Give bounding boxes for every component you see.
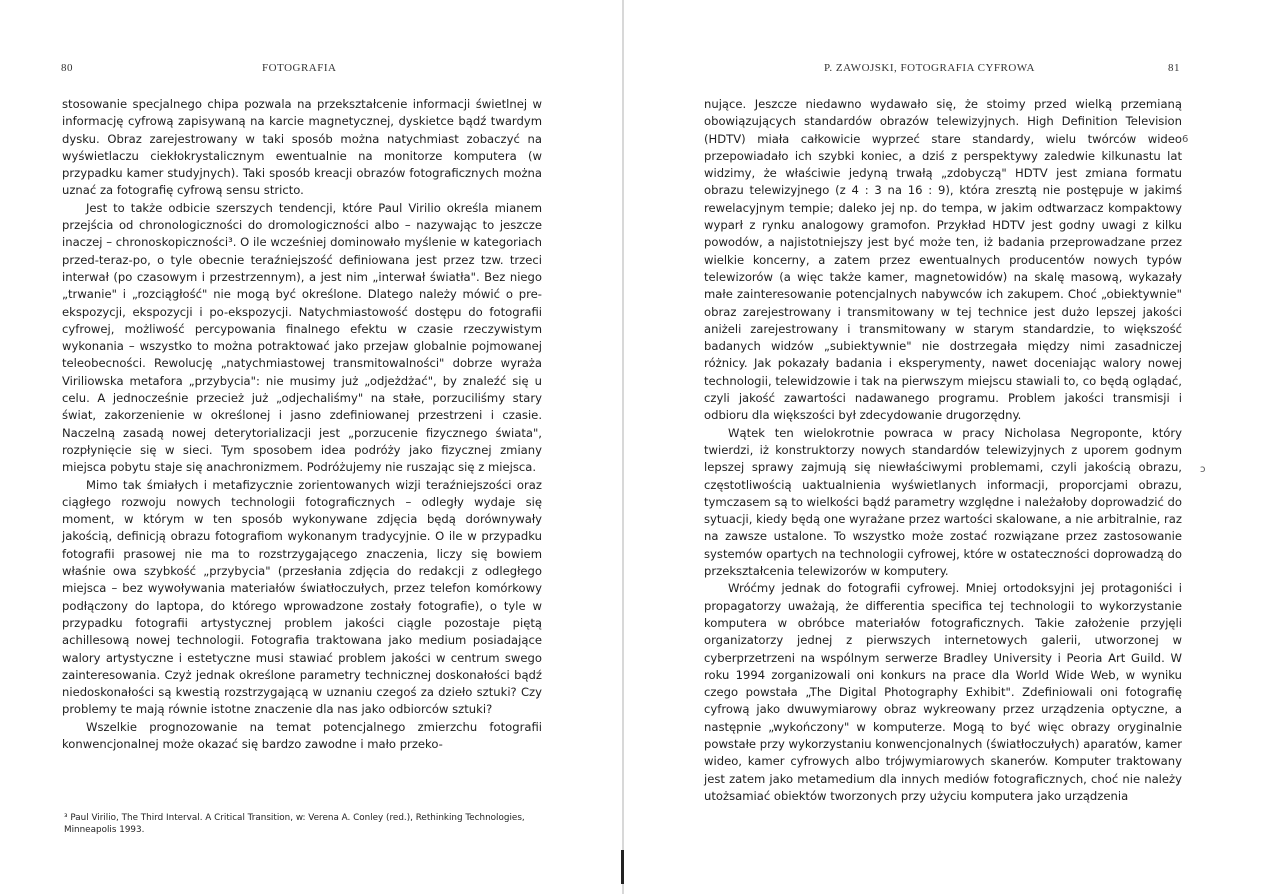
margin-mark: 6 bbox=[1182, 134, 1189, 145]
running-head-left: FOTOGRAFIA bbox=[262, 62, 337, 74]
page-number-left: 80 bbox=[61, 62, 73, 74]
paragraph: Wszelkie prognozowanie na temat potencjalnego zmierzchu fotografii konwencjonalnej może okazać się bardzo zawodne i mało przeko- bbox=[62, 719, 542, 751]
paragraph: Wróćmy jednak do fotografii cyfrowej. Mniej ortodoksyjni jej protagoniści i propagatorzy uważają, że differentia specifica tej technologii to wykorzystanie komputera w obróbce materiałów fotograficznych. Takie założenie przyjęli organizatorzy jednej z pierwszych internetowych galerii, utworzonej w cyberprzetrzeni na wspólnym serwerze Bradley University i Peoria Art Guild. W roku 1994 zorganizowali oni konkurs na prace dla World Wide Web, w wyniku czego powstała „The Digital Photography Exhibit". Zdefiniowali oni fotografię cyfrową jako dwuwymiarowy obraz wykreowany przez urządzenia optyczne, a następnie „wykończony" w komputerze. Mogą to być więc obrazy oryginalnie powstałe przy wykorzystaniu konwencjonalnych (światłoczułych) aparatów, kamer wideo, kamer cyfrowych albo trójwymiarowych skanerów. Komputer traktowany jest zatem jako metamedium dla innych mediów fotograficznych, choć nie należy utożsamiać obiektów tworzonych przy użyciu komputera jako urządzenia bbox=[704, 581, 1182, 803]
gutter-shadow-mark bbox=[621, 850, 624, 884]
paragraph: Jest to także odbicie szerszych tendencji, które Paul Virilio określa mianem przejścia od chronologiczności do dromologiczności albo – nazywając to jeszcze inaczej – chronoskopiczności³. O ile wcześniej dominowało myślenie w kategoriach przed-teraz-po, o tyle obecnie teraźniejszość definiowana jest przez tzw. trzeci interwał (po czasowym i przestrzennym), a jest nim „interwał światła". Bez niego „trwanie" i „rozciągłość" nie mogą być określone. Dlatego należy mówić o pre-ekspozycji, ekspozycji i po-ekspozycji. Natychmiastowość dostępu do fotografii cyfrowej, możliwość percypowania finalnego efektu w czasie rzeczywistym wykonania – wszystko to można potraktować jako przejaw globalnie pojmowanej teleobecności. Rewolucję „natychmiastowej transmitowalności" dobrze wyraża Viriliowska metafora „przybycia": nie musimy już „odjeżdżać", by znaleźć się u celu. A jednocześnie przecież już „odjechaliśmy" na stałe, porzuciliśmy stary świat, zakorzenienie w określonej i jasno zdefiniowanej przestrzeni i czasie. Naczelną zasadą nowej deterytorializacji jest „porzucenie fizycznego świata", rozpłynięcie się w sieci. Tym sposobem idea podróży jako fizycznej zmiany miejsca pobytu staje się anachronizmem. Podróżujemy nie ruszając się z miejsca. bbox=[62, 200, 542, 475]
book-gutter bbox=[622, 0, 624, 894]
paragraph: Wątek ten wielokrotnie powraca w pracy Nicholasa Negroponte, który twierdzi, iż konstruktorzy nowych standardów telewizyjnych z uporem godnym lepszej sprawy zajmują się niewłaściwymi problemami, czyli jakością obrazu, częstotliwością uaktualnienia wyświetlanych informacji, proporcjami obrazu, tymczasem są to wielkości bądź parametry względne i należałoby doprowadzić do sytuacji, kiedy będą one wyrażane przez wartości skalowane, a nie arbitralnie, raz na zawsze ustalone. To wszystko może zostać rozwiązane przez zastosowanie systemów opartych na technologii cyfrowej, które w ostateczności doprowadzą do przekształcenia telewizorów w komputery. bbox=[704, 425, 1182, 579]
running-head-right: P. ZAWOJSKI, FOTOGRAFIA CYFROWA bbox=[824, 62, 1035, 74]
page-number-right: 81 bbox=[1168, 62, 1180, 74]
right-body-text bbox=[704, 96, 1182, 805]
margin-mark: ↄ bbox=[1200, 464, 1206, 475]
left-body-text bbox=[62, 96, 542, 753]
paragraph: stosowanie specjalnego chipa pozwala na przekształcenie informacji świetlnej w informację cyfrową zapisywaną na karcie magnetycznej, dyskietce bądź twardym dysku. Obraz zarejestrowany w taki sposób można natychmiast zobaczyć na wyświetlaczu ciekłokrystalicznym ewentualnie na monitorze komputera (w przypadku kamer studyjnych). Taki sposób kreacji obrazów fotograficznych można uznać za fotografię cyfrową sensu stricto. bbox=[62, 97, 542, 198]
left-page bbox=[0, 0, 620, 894]
right-page bbox=[628, 0, 1262, 894]
footnote: ³ Paul Virilio, The Third Interval. A Critical Transition, w: Verena A. Conley (red.), Rethinking Technologies, Minneapolis 1993. bbox=[64, 813, 525, 835]
paragraph: Mimo tak śmiałych i metafizycznie zorientowanych wizji teraźniejszości oraz ciągłego rozwoju nowych technologii fotograficznych – odległy wydaje się moment, w którym w ten sposób wykonywane zdjęcia będą dorównywały jakością, definicją obrazu fotografiom wykonanym tradycyjnie. O ile w przypadku fotografii prasowej nie ma to rozstrzygającego znaczenia, liczy się bowiem właśnie owa szybkość „przybycia" (przesłania zdjęcia do redakcji z odległego miejsca – bez wywoływania materiałów światłoczułych, przez telefon komórkowy podłączony do laptopa, do którego wprowadzone zostały fotografie), o tyle w przypadku fotografii artystycznej problem jakości ciągle pozostaje piętą achillesową nowej technologii. Fotografia traktowana jako medium posiadające walory artystyczne i estetyczne musi stawiać problem jakości w centrum swego zainteresowania. Czyż jednak określone parametry technicznej doskonałości bądź niedoskonałości są kwestią rozstrzygającą w uznaniu czegoś za dzieło sztuki? Czy problemy te mają równie istotne znaczenie dla nas jako odbiorców sztuki? bbox=[62, 477, 542, 717]
paragraph: nujące. Jeszcze niedawno wydawało się, że stoimy przed wielką przemianą obowiązujących standardów obrazów telewizyjnych. High Definition Television (HDTV) miała całkowicie wyprzeć stare standardy, wielu twórców wideo przepowiadało ich szybki koniec, a dziś z perspektywy zaledwie kilkunastu lat widzimy, że właściwie jedyną trwałą „zdobyczą" HDTV jest zmiana formatu obrazu telewizyjnego (z 4 : 3 na 16 : 9), która zresztą nie postępuje w jakimś rewelacyjnym tempie; daleko jej np. do tempa, w jakim odtwarzacz kompaktowy wyparł z rynku analogowy gramofon. Przykład HDTV jest godny uwagi z kilku powodów, a najistotniejszy jest być może ten, iż badania przeprowadzane przez wielkie koncerny, a zatem przez ewentualnych producentów nowych typów telewizorów (a więc także kamer, magnetowidów) na skalę masową, wykazały małe zainteresowanie potencjalnych nabywców ich zakupem. Choć „obiektywnie" obraz zarejestrowany i transmitowany w tej technice jest dużo lepszej jakości aniżeli zarejestrowany i transmitowany w starym standardzie, to większość badanych widzów „subiektywnie" nie dostrzegała między nimi zasadniczej różnicy. Jak pokazały badania i eksperymenty, nawet doceniając walory nowej technologii, telewidzowie i tak na pierwszym miejscu stawiali to, co będą oglądać, czyli jakość zawartości nadawanego programu. Problem jakości transmisji i odbioru dla większości był zdecydowanie drugorzędny. bbox=[704, 97, 1182, 423]
